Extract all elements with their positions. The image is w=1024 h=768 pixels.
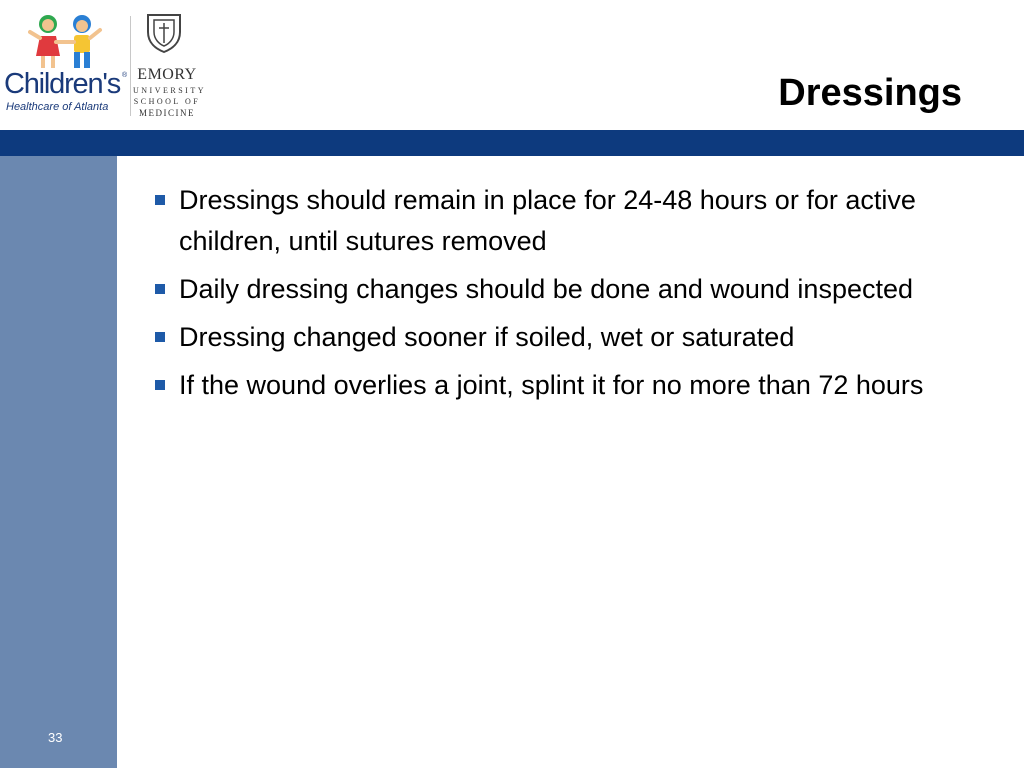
emory-logo-line2: SCHOOL OF xyxy=(133,97,201,106)
square-bullet-icon xyxy=(155,195,165,205)
square-bullet-icon xyxy=(155,332,165,342)
bullet-text: Dressing changed sooner if soiled, wet or saturated xyxy=(179,322,795,352)
bullet-text: Daily dressing changes should be done and wound inspected xyxy=(179,274,914,304)
emory-logo-name: EMORY xyxy=(137,66,197,83)
emory-logo-line1: UNIVERSITY xyxy=(133,86,206,95)
list-item xyxy=(152,317,972,358)
bullet-text: If the wound overlies a joint, splint it for no more than 72 hours xyxy=(179,370,924,400)
list-item xyxy=(152,180,972,262)
childrens-logo-name: Children's xyxy=(4,68,121,100)
childrens-logo-tagline: Healthcare of Atlanta xyxy=(6,101,109,113)
emory-logo-line3: MEDICINE xyxy=(139,108,195,118)
square-bullet-icon xyxy=(155,380,165,390)
list-item xyxy=(152,269,972,310)
logo-divider xyxy=(130,16,131,116)
bullet-list xyxy=(152,180,972,413)
slide-title: Dressings xyxy=(778,72,962,114)
registered-mark: ® xyxy=(122,72,128,79)
square-bullet-icon xyxy=(155,284,165,294)
childrens-healthcare-logo xyxy=(4,12,126,118)
page-number: 33 xyxy=(48,730,63,745)
slide-header xyxy=(0,0,1024,130)
bullet-text: Dressings should remain in place for 24-48 hours or for active children, until sutures removed xyxy=(179,185,916,256)
list-item xyxy=(152,365,972,406)
children-figures-icon xyxy=(28,12,104,72)
sidebar-color-band xyxy=(0,156,117,768)
emory-medicine-logo xyxy=(133,12,206,118)
emory-shield-icon xyxy=(145,12,183,54)
header-color-band xyxy=(0,130,1024,156)
